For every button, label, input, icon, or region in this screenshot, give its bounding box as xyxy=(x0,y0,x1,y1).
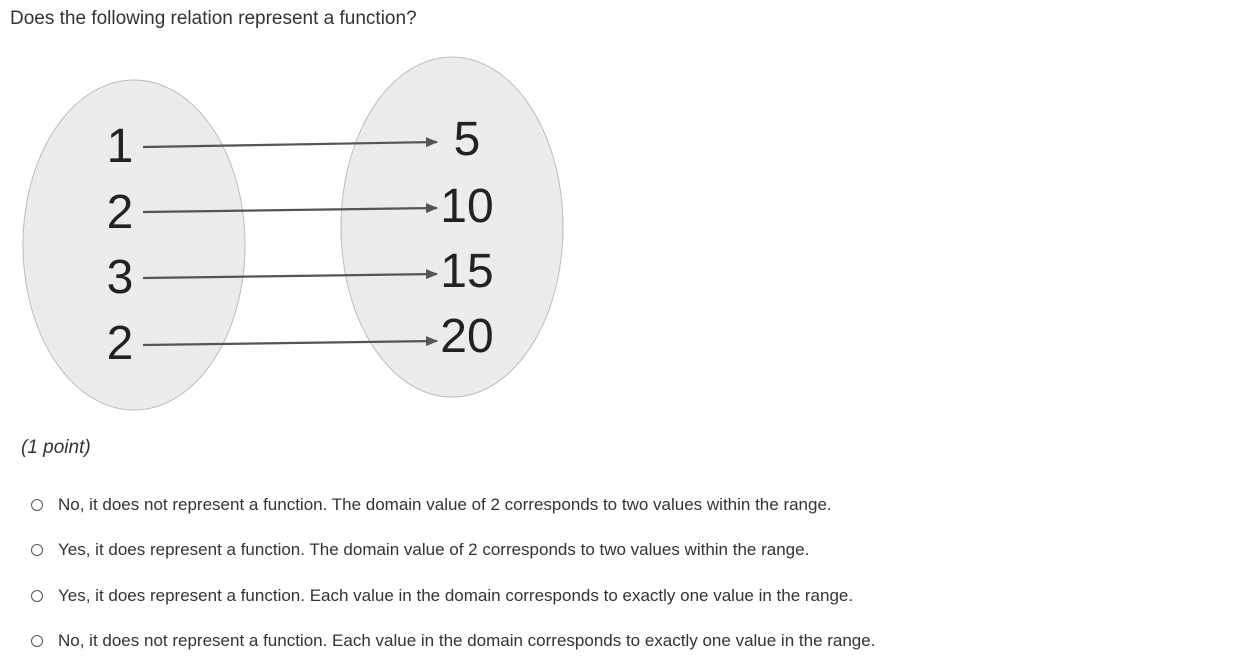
domain-value: 3 xyxy=(106,251,134,304)
answer-option-label[interactable]: Yes, it does represent a function. Each value in the domain corresponds to exactly one value in the range. xyxy=(58,585,854,605)
range-value: 15 xyxy=(440,245,494,298)
range-value: 10 xyxy=(440,180,494,233)
answer-option-label[interactable]: No, it does not represent a function. Each value in the domain corresponds to exactly one value in the range. xyxy=(58,631,876,650)
answer-option[interactable] xyxy=(31,536,875,565)
question-text: Does the following relation represent a function? xyxy=(10,8,417,29)
domain-oval xyxy=(23,80,245,410)
answer-option[interactable] xyxy=(31,627,875,656)
radio-button[interactable] xyxy=(31,635,43,647)
mapping-diagram xyxy=(0,0,620,420)
answer-option-label[interactable]: Yes, it does represent a function. The domain value of 2 corresponds to two values within the range. xyxy=(58,540,810,559)
answer-options xyxy=(31,490,875,665)
radio-button[interactable] xyxy=(31,590,43,602)
range-value: 20 xyxy=(440,310,494,363)
domain-value: 2 xyxy=(106,186,134,239)
domain-value: 1 xyxy=(106,120,134,173)
points-label: (1 point) xyxy=(21,437,91,458)
answer-option-label[interactable]: No, it does not represent a function. The domain value of 2 corresponds to two values within the range. xyxy=(58,494,832,514)
answer-option[interactable] xyxy=(31,581,875,610)
domain-value: 2 xyxy=(106,317,134,370)
radio-button[interactable] xyxy=(31,499,43,511)
range-value: 5 xyxy=(453,113,481,166)
answer-option[interactable] xyxy=(31,490,875,519)
radio-button[interactable] xyxy=(31,544,43,556)
